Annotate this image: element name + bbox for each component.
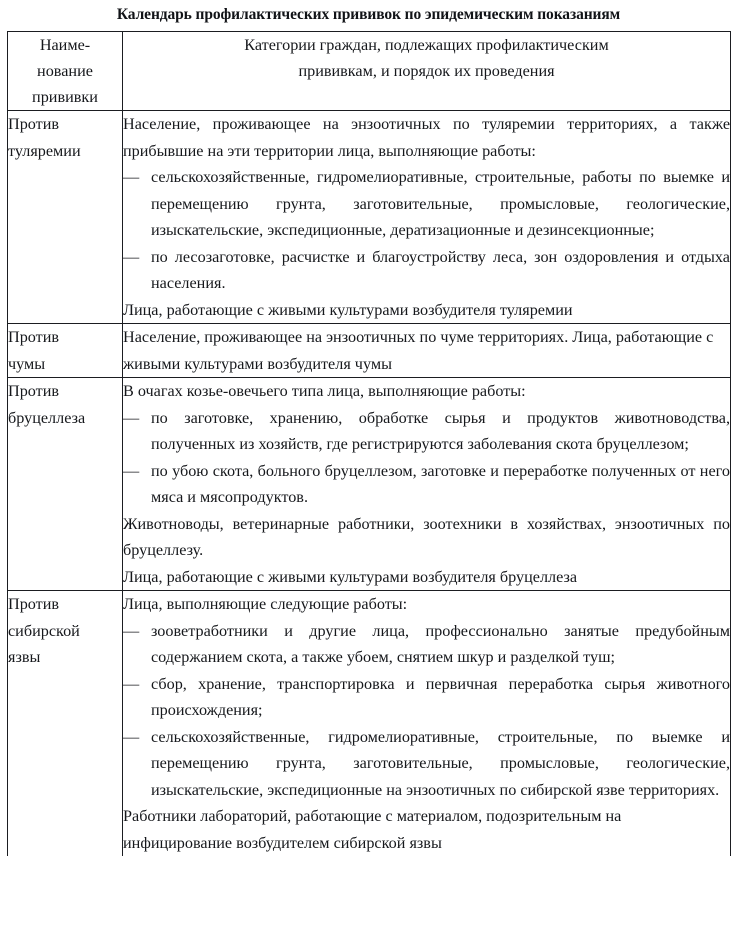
list-item-text: по заготовке, хранению, обработке сырья и продуктов животноводства, полученных из хозяйств, где регистрируются заболевания скота бруцеллезом; (151, 408, 735, 453)
list-item-text: по лесозаготовке, расчистке и благоустройству леса, зон оздоровления и отдыха населения. (151, 247, 735, 292)
paragraph: Лица, работающие с живыми культурами возбудителя бруцеллеза (123, 567, 578, 586)
table-row (8, 591, 731, 857)
vaccination-calendar-table (7, 31, 735, 856)
table-header-row (8, 32, 731, 111)
vaccine-name-line-3: язвы (8, 648, 41, 666)
cell-vaccine-name (8, 111, 123, 324)
vaccine-name-line-1: Против (8, 382, 60, 400)
list-item (123, 164, 735, 244)
list-item (123, 405, 735, 458)
vaccine-name-line-2: туляремии (8, 141, 81, 160)
em-dash-icon: — (123, 408, 140, 427)
paragraph: Население, проживающее на энзоотичных по чуме территориях. Лица, работающие с живыми культурами возбудителя чумы (123, 328, 718, 373)
page-title: Календарь профилактических прививок по эпидемическим показаниям (116, 6, 621, 23)
list-item (123, 618, 735, 671)
em-dash-icon: — (123, 247, 140, 266)
header-line-3: прививки (32, 88, 98, 106)
dash-list (123, 164, 735, 297)
cell-citizen-categories (123, 378, 735, 591)
table-body (8, 111, 735, 857)
cell-citizen-categories (123, 591, 735, 857)
list-item (123, 724, 735, 804)
vaccine-name-line-1: Против (8, 115, 60, 133)
column-header-citizen-categories (123, 32, 731, 111)
paragraph: Лица, выполняющие следующие работы: (123, 595, 408, 613)
vaccine-name-line-1: Против (8, 328, 60, 346)
header-line-1: Наиме- (39, 36, 91, 54)
list-item-text: сельскохозяйственные, гидромелиоративные, строительные, работы по выемке и перемещению грунта, заготовительные, промысловые, геологические, изыскательские, экспедиционные, дератизационные и дезинсекционные; (151, 168, 735, 239)
cell-vaccine-name (8, 378, 123, 591)
list-item-text: по убою скота, больного бруцеллезом, заготовке и переработке полученных от него мяса и мясопродуктов. (151, 461, 735, 506)
paragraph: Работники лабораторий, работающие с материалом, подозрительным на инфицирование возбудителем сибирской язвы (123, 807, 626, 852)
header-line-2: прививкам, и порядок их проведения (298, 62, 555, 80)
cell-citizen-categories (123, 324, 731, 378)
dash-list (123, 405, 735, 511)
paragraph: В очагах козье-овечьего типа лица, выполняющие работы: (123, 382, 526, 400)
column-header-vaccine-name (8, 32, 123, 111)
list-item-text: зооветработники и другие лица, профессионально занятые предубойным содержанием скота, а также убоем, снятием шкур и разделкой туш; (151, 621, 735, 666)
list-item-text: сбор, хранение, транспортировка и первичная переработка сырья животного происхождения; (151, 674, 735, 719)
table-header (8, 32, 731, 111)
header-line-2: нование (37, 62, 93, 80)
list-item (123, 244, 735, 297)
vaccine-name-line-2: бруцеллеза (8, 408, 86, 427)
vaccine-name-line-1: Против (8, 595, 60, 613)
paragraph: Лица, работающие с живыми культурами возбудителя туляремии (123, 300, 573, 319)
dash-list (123, 618, 735, 804)
paragraph: Население, проживающее на энзоотичных по туляремии территориях, а также прибывшие на эти территории лица, выполняющие работы: (123, 115, 735, 160)
list-item-text: сельскохозяйственные, гидромелиоративные, строительные, по выемке и перемещению грунта, заготовительные, промысловые, геологические, изыскательские, экспедиционные на энзоотичных по сибирской язве территориях. (151, 727, 735, 799)
cell-vaccine-name (8, 591, 123, 857)
table-row (8, 378, 731, 591)
cell-citizen-categories (123, 111, 735, 324)
paragraph: Животноводы, ветеринарные работники, зоотехники в хозяйствах, энзоотичных по бруцеллезу. (123, 514, 735, 559)
list-item (123, 671, 735, 724)
table-row (8, 111, 731, 324)
list-item (123, 458, 735, 511)
cell-vaccine-name (8, 324, 123, 378)
em-dash-icon: — (123, 727, 140, 746)
em-dash-icon: — (123, 461, 140, 480)
vaccine-name-line-2: чумы (8, 354, 46, 373)
vaccine-name-line-2: сибирской (8, 621, 80, 640)
header-line-1: Категории граждан, подлежащих профилактическим (244, 36, 609, 54)
em-dash-icon: — (123, 168, 140, 186)
em-dash-icon: — (123, 674, 140, 693)
em-dash-icon: — (123, 621, 140, 640)
table-row (8, 324, 731, 378)
